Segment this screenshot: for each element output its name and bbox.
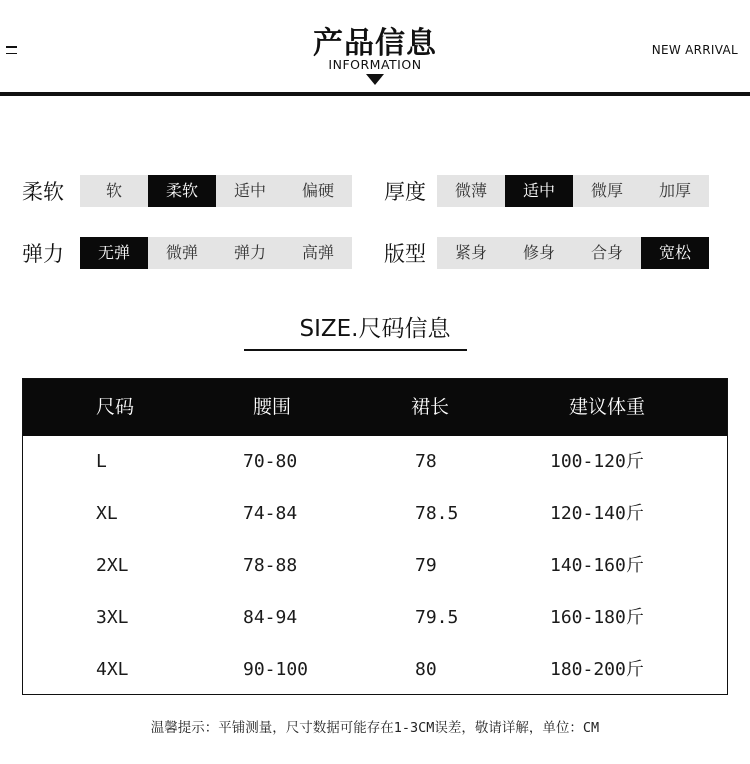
cell-weight: 120-140斤	[550, 503, 644, 524]
cell-waist: 74-84	[243, 503, 298, 524]
cell-size: 2XL	[96, 555, 129, 576]
option-chip: 修身	[522, 243, 555, 262]
table-row	[23, 488, 727, 540]
table-row	[23, 644, 727, 696]
table-row	[23, 592, 727, 644]
cell-waist: 84-94	[243, 607, 298, 628]
attr-softness	[22, 175, 352, 207]
cell-weight: 140-160斤	[550, 555, 644, 576]
option-chip: 微厚	[590, 181, 623, 200]
attr-label: 柔软	[22, 180, 64, 204]
measurement-note: 温馨提示：平铺测量，尺寸数据可能存在1-3CM误差，敬请详解，单位：CM	[150, 720, 600, 736]
option-chip-selected: 宽松	[641, 237, 709, 269]
attr-label: 版型	[384, 242, 426, 266]
option-chip-selected: 无弹	[80, 237, 148, 269]
option-chip: 适中	[233, 181, 266, 200]
cell-size: XL	[96, 503, 118, 524]
table-row	[23, 436, 727, 488]
attr-thickness	[384, 175, 709, 207]
option-chip-selected: 柔软	[148, 175, 216, 207]
softness-options	[80, 175, 352, 207]
fit-options	[437, 237, 709, 269]
cell-waist: 70-80	[243, 451, 298, 472]
option-chip: 高弹	[301, 243, 334, 262]
option-chip: 紧身	[454, 243, 487, 262]
option-chip: 微薄	[454, 181, 487, 200]
header-divider	[0, 92, 750, 96]
size-section-title: SIZE.尺码信息	[299, 316, 451, 342]
cell-length: 79.5	[415, 607, 459, 628]
page-subtitle: INFORMATION	[328, 57, 422, 72]
header-length: 裙长	[411, 396, 450, 418]
cell-length: 79	[415, 555, 437, 576]
cell-size: L	[96, 451, 107, 472]
attr-fit	[384, 237, 709, 269]
down-arrow-icon	[366, 74, 384, 85]
cell-weight: 160-180斤	[550, 607, 644, 628]
option-chip-selected: 适中	[505, 175, 573, 207]
cell-length: 80	[415, 659, 437, 680]
option-chip: 软	[105, 181, 122, 200]
attr-label: 厚度	[384, 180, 426, 204]
cell-waist: 78-88	[243, 555, 298, 576]
elasticity-options	[80, 237, 352, 269]
cell-length: 78.5	[415, 503, 459, 524]
thickness-options	[437, 175, 709, 207]
attr-elasticity	[22, 237, 352, 269]
option-chip: 微弹	[165, 243, 198, 262]
new-arrival-label: NEW ARRIVAL	[651, 43, 738, 57]
option-chip: 合身	[590, 243, 623, 262]
page-title: 产品信息	[313, 26, 437, 61]
header-size: 尺码	[96, 396, 135, 418]
page-header	[0, 0, 750, 98]
cell-weight: 180-200斤	[550, 659, 644, 680]
cell-weight: 100-120斤	[550, 451, 644, 472]
size-title-underline	[244, 349, 467, 351]
header-weight: 建议体重	[569, 396, 646, 418]
table-row	[23, 540, 727, 592]
option-chip: 加厚	[658, 181, 691, 200]
attr-label: 弹力	[22, 242, 64, 266]
option-chip: 偏硬	[301, 181, 334, 200]
cell-size: 3XL	[96, 607, 129, 628]
table-header-row	[23, 379, 727, 436]
cell-size: 4XL	[96, 659, 129, 680]
option-chip: 弹力	[233, 243, 266, 262]
size-table	[22, 378, 728, 695]
cell-waist: 90-100	[243, 659, 309, 680]
header-waist: 腰围	[253, 396, 292, 418]
cell-length: 78	[415, 451, 437, 472]
